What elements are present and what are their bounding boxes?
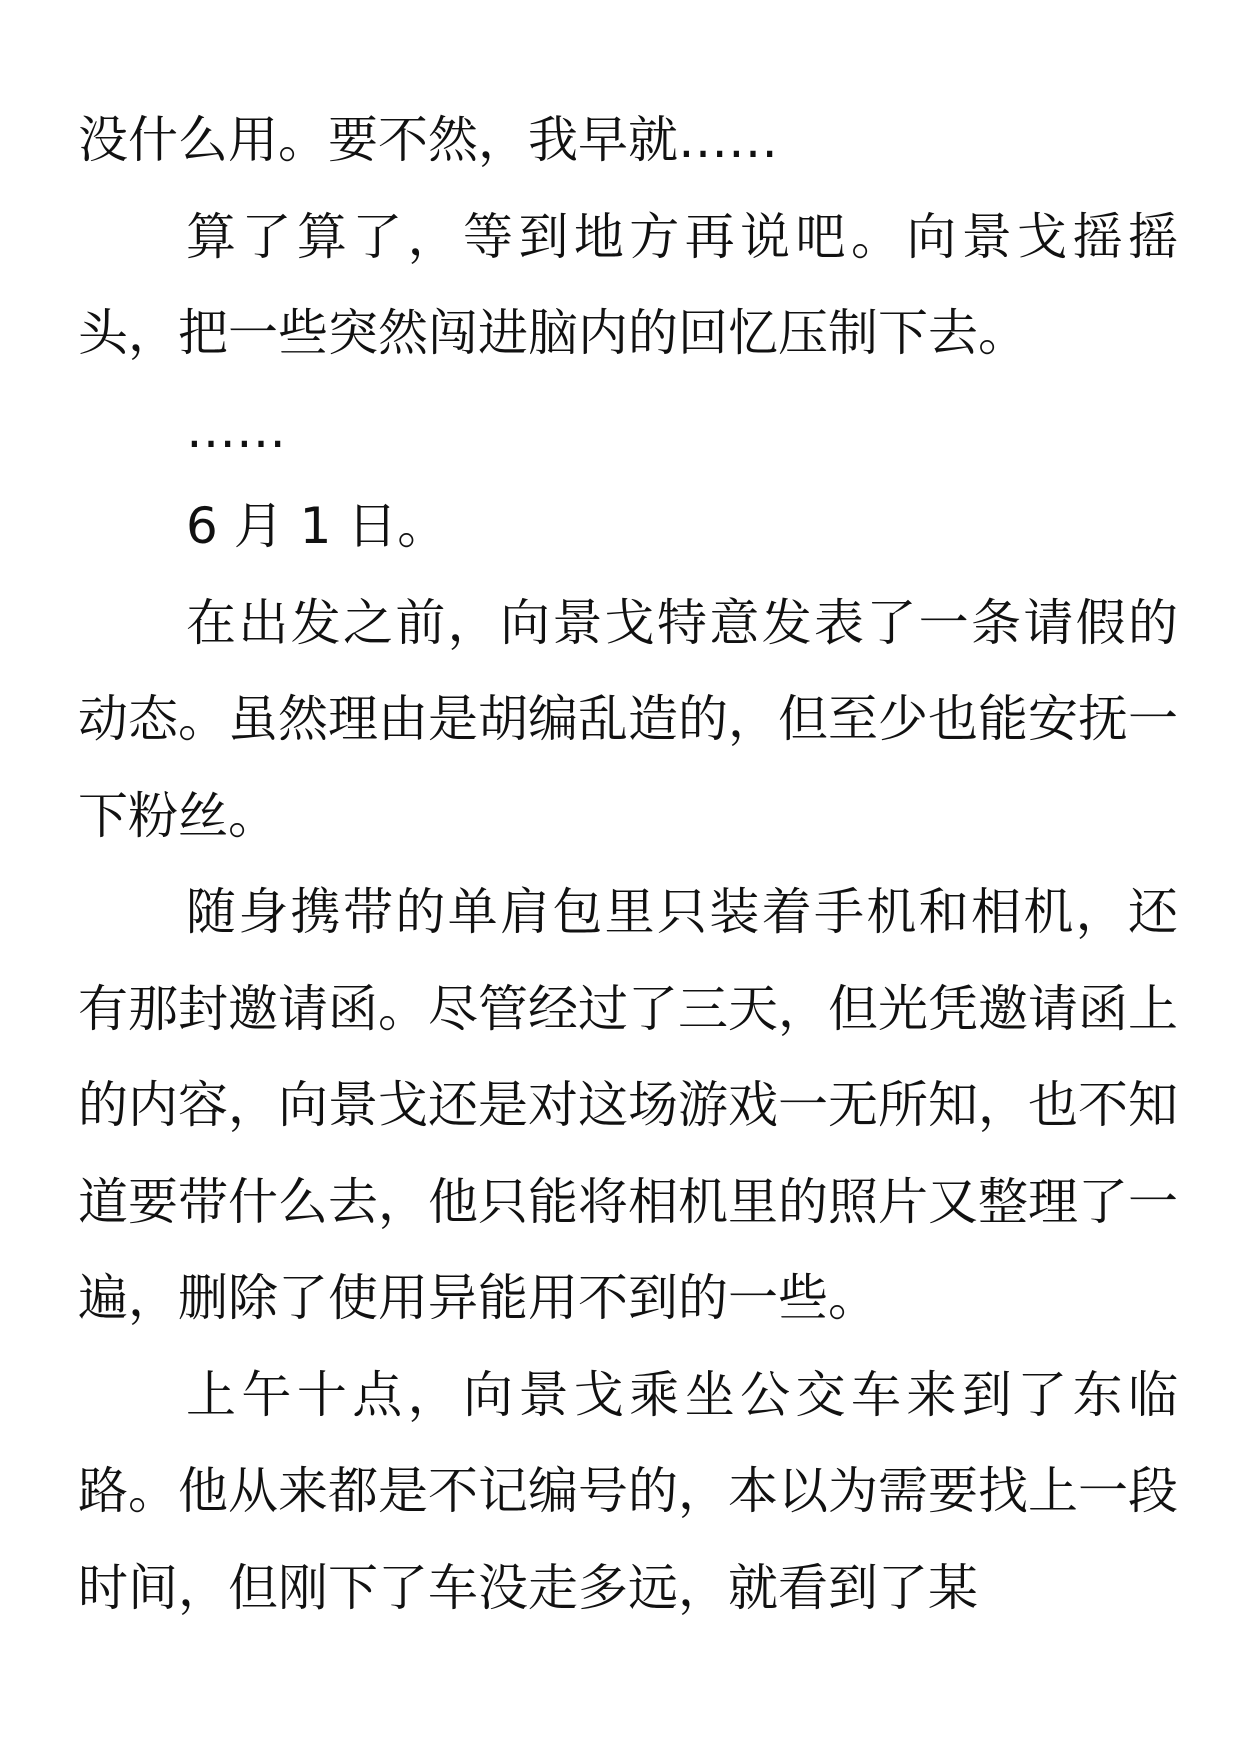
document-page <box>78 92 1178 1636</box>
paragraph: 算了算了，等到地方再说吧。向景戈摇摇头，把一些突然闯进脑内的回忆压制下去。 <box>78 207 1178 362</box>
date-line: 6 月 1 日。 <box>186 497 448 555</box>
paragraph: 在出发之前，向景戈特意发表了一条请假的动态。虽然理由是胡编乱造的，但至少也能安抚一下粉丝。 <box>78 593 1178 845</box>
paragraph: 没什么用。要不然，我早就…… <box>78 111 778 169</box>
paragraph: 上午十点，向景戈乘坐公交车来到了东临路。他从来都是不记编号的，本以为需要找上一段时间，但刚下了车没走多远，就看到了某 <box>78 1365 1178 1617</box>
section-break-ellipsis: …… <box>186 400 286 459</box>
paragraph: 随身携带的单肩包里只装着手机和相机，还有那封邀请函。尽管经过了三天，但光凭邀请函上的内容，向景戈还是对这场游戏一无所知，也不知道要带什么去，他只能将相机里的照片又整理了一遍，删除了使用异能用不到的一些。 <box>78 883 1178 1327</box>
